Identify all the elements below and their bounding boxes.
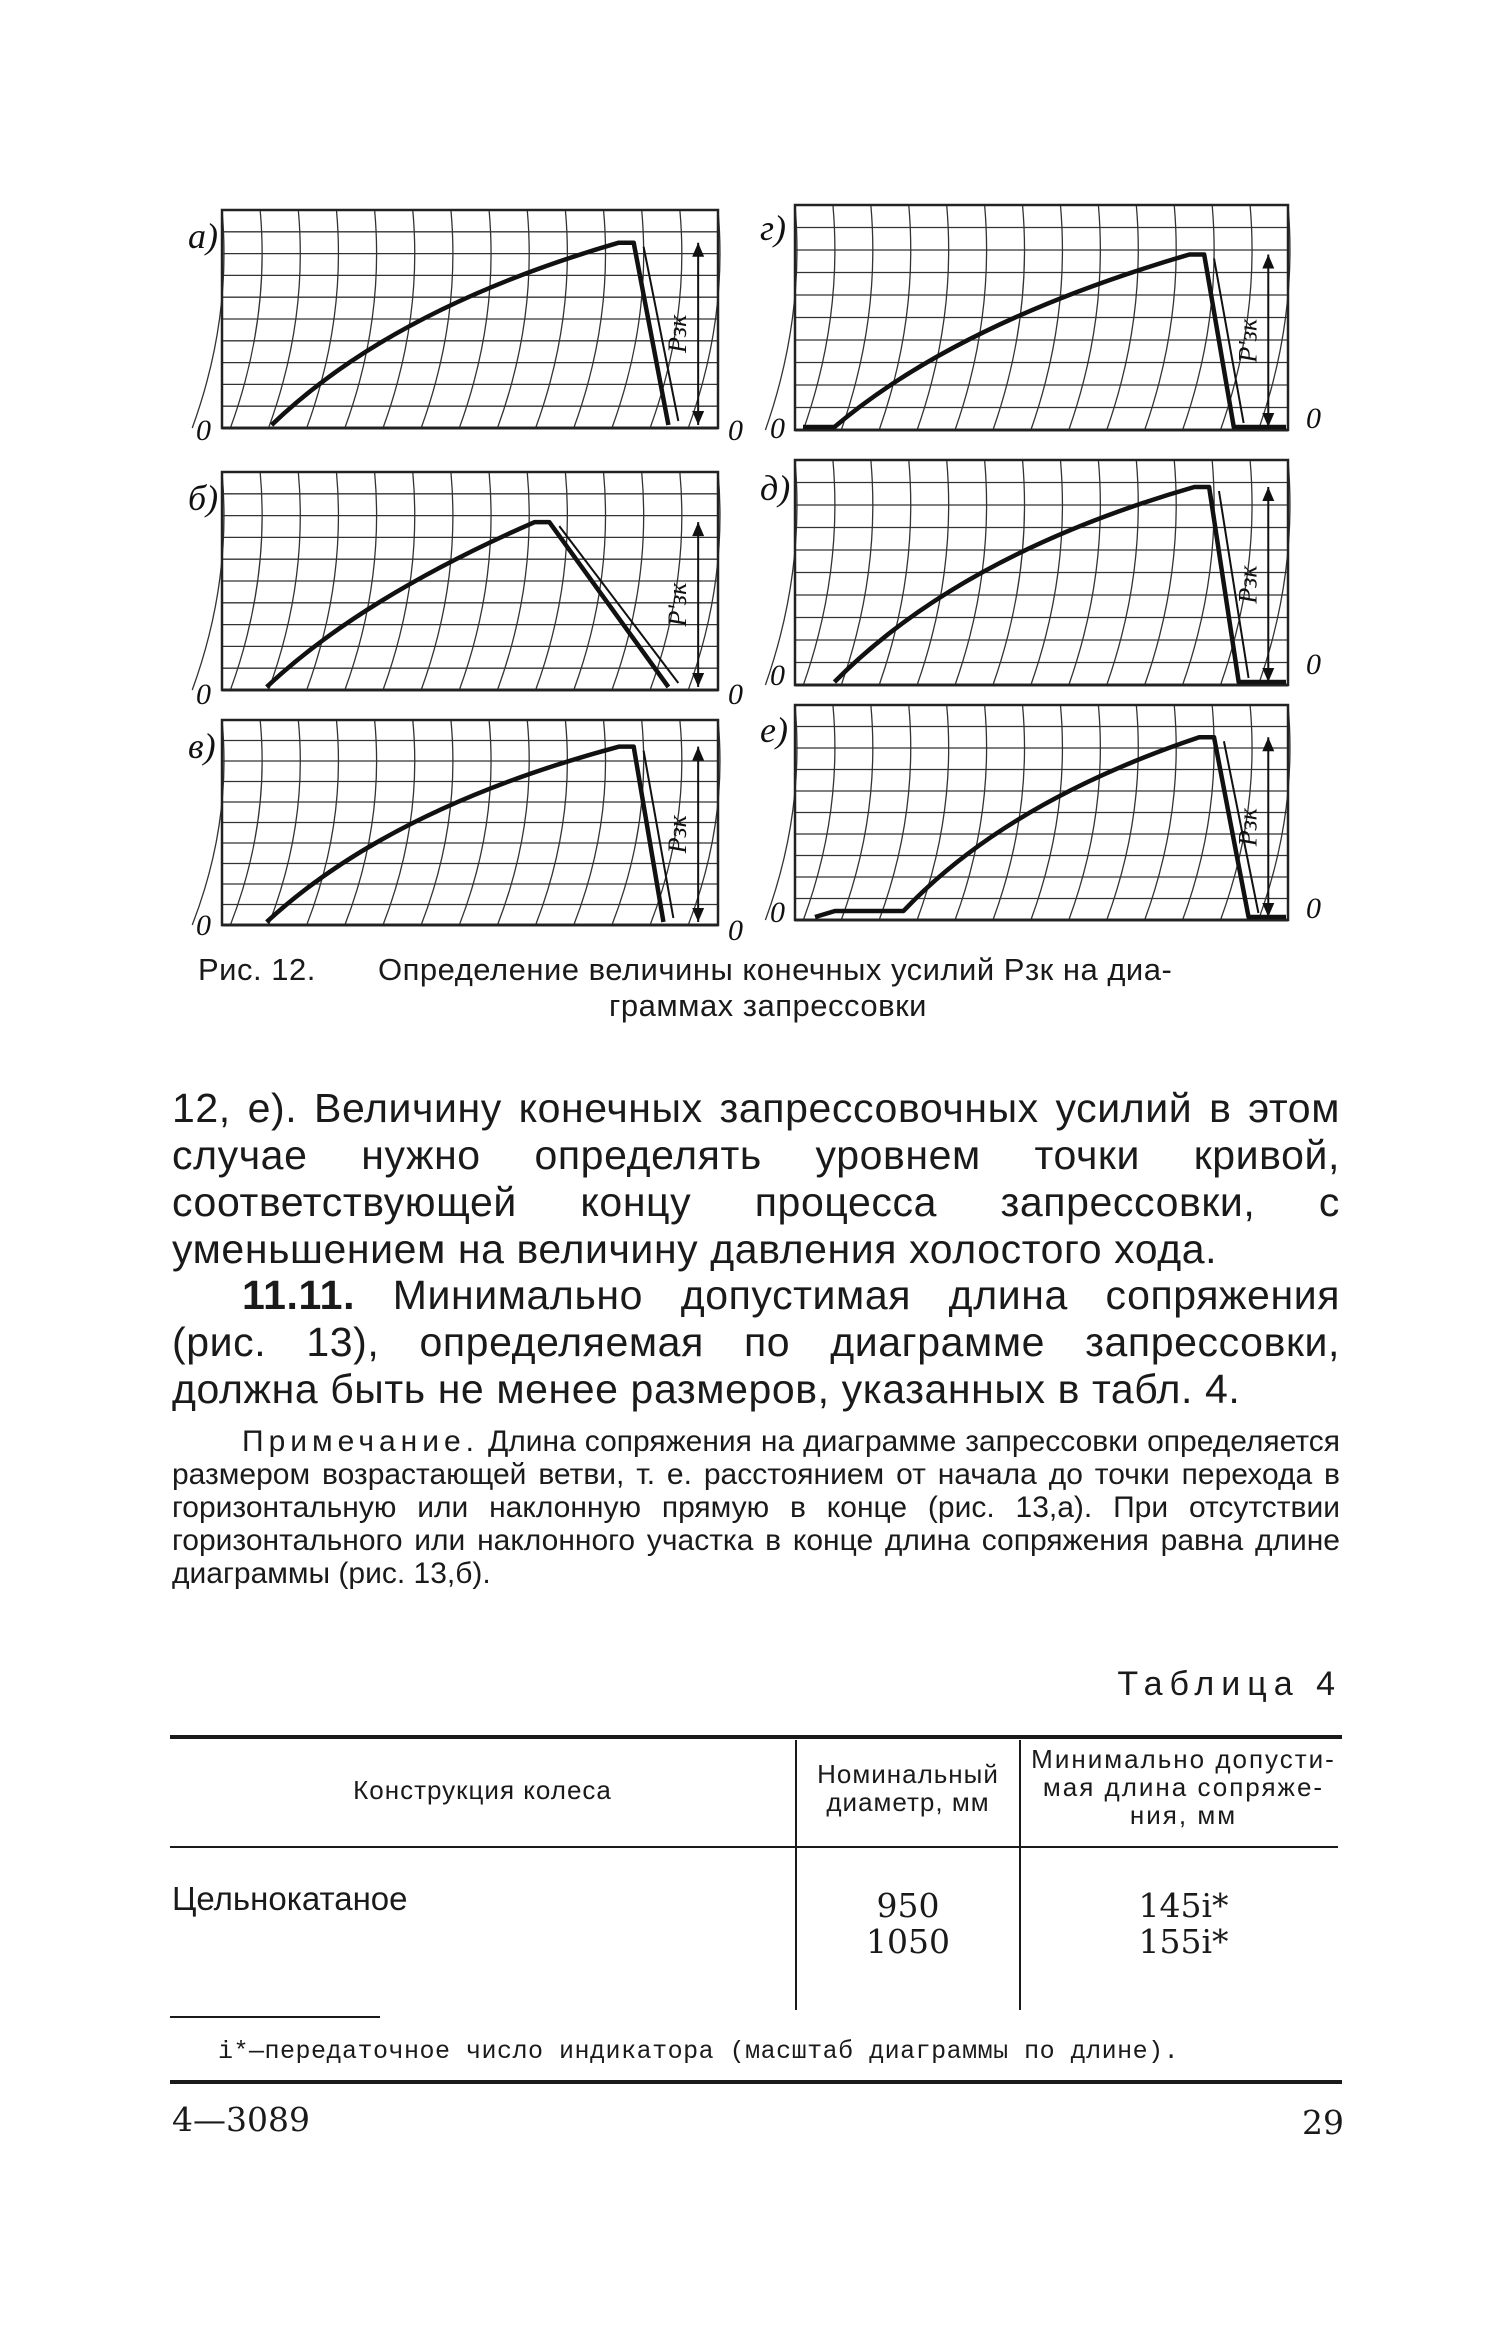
diagram-panel-d (760, 460, 1321, 692)
panel-letter: в) (188, 726, 216, 766)
body-paragraph-2 (172, 1272, 1340, 1413)
press-curve (834, 487, 1286, 682)
header-min-length-line-2: мая длина сопряже- (1042, 1772, 1325, 1802)
zero-label-right: 0 (1306, 892, 1321, 925)
zero-label-right: 0 (1306, 648, 1321, 681)
table-top-rule (170, 1735, 1342, 1739)
note-label: Примечание. (242, 1425, 479, 1458)
arrow-head-bottom (692, 673, 704, 687)
force-label: Pзк (1233, 565, 1263, 604)
arrow-head-top (1262, 737, 1274, 751)
panel-letter: б) (188, 478, 219, 518)
press-curve (267, 747, 664, 922)
zero-label-left: 0 (770, 659, 785, 692)
zero-label-right: 0 (728, 914, 743, 947)
arrow-head-top (692, 243, 704, 257)
arrow-head-top (692, 522, 704, 536)
panel-letter: е) (760, 710, 788, 750)
zero-label-left: 0 (196, 909, 211, 942)
press-fit-diagrams-figure (0, 0, 1500, 950)
caption-line-1: Определение величины конечных усилий Pзк на диа- (378, 952, 1173, 987)
force-label: P'зк (1233, 318, 1263, 363)
cell-diameter-1: 950 (876, 1886, 940, 1925)
table-header-rule (170, 1846, 1338, 1848)
header-min-length-line-1: Минимально допусти- (1031, 1744, 1336, 1774)
table-title: Таблица 4 (1117, 1665, 1342, 1703)
caption-line-2: граммах запрессовки (609, 988, 927, 1023)
cell-length-2: 155i* (1138, 1922, 1229, 1961)
page-number: 29 (1302, 2103, 1344, 2142)
header-construction: Конструкция колеса (353, 1775, 612, 1805)
table-bottom-rule (170, 2080, 1342, 2084)
diagram-panel-v (188, 720, 743, 947)
panel-letter: д) (760, 468, 791, 508)
paragraph-1-text: 12, е). Величину конечных запрессовочных усилий в этом случае нужно определять уровнем точки кривой, соответствующей концу процесса запрессовки, с уменьшением на величину давления холостого хода. (172, 1085, 1340, 1272)
figure-number: Рис. 12. (198, 952, 316, 987)
cell-construction: Цельнокатаное (172, 1880, 408, 1917)
note-text: Длина сопряжения на диаграмме запрессовки определяется размером возрастающей ветви, т. е. расстоянием от начала до точки перехода в горизонтальную или наклонную прямую в конце (рис. 13,а). При отсутствии горизонтального или наклонного участка в конце длина сопряжения равна длине диаграммы (рис. 13,б). (172, 1425, 1341, 1590)
press-curve (267, 522, 669, 687)
print-code: 4—3089 (172, 2100, 310, 2139)
table-footnote: i*—передаточное число индикатора (масштаб диаграммы по длине). (218, 2037, 1180, 2066)
arrow-head-bottom (692, 908, 704, 922)
cell-diameter-2: 1050 (866, 1922, 950, 1961)
header-diameter-line-2: диаметр, мм (826, 1787, 990, 1817)
footnote-rule (170, 2016, 380, 2018)
press-curve (815, 737, 1286, 917)
header-diameter-line-1: Номинальный (817, 1759, 999, 1789)
body-paragraph-1 (172, 1085, 1340, 1273)
paragraph-2-text: Минимально допустимая длина сопряжения (рис. 13), определяемая по диаграмме запрессовки, должна быть не менее размеров, указанных в табл. 4. (172, 1272, 1340, 1412)
header-diameter (797, 1760, 1019, 1816)
zero-label-right: 0 (728, 678, 743, 711)
arrow-head-top (692, 747, 704, 761)
panel-letter: а) (188, 216, 218, 256)
header-min-length (1021, 1745, 1346, 1829)
arrow-head-bottom (692, 411, 704, 425)
note-block (172, 1425, 1340, 1590)
force-label: P'зк (663, 582, 693, 627)
diagram-panel-b (188, 472, 743, 711)
drop-line (559, 526, 678, 683)
diagram-panel-a (188, 210, 743, 447)
section-number: 11.11. (242, 1272, 356, 1318)
zero-label-left: 0 (770, 896, 785, 929)
zero-label-left: 0 (770, 412, 785, 445)
diagram-panel-e (760, 705, 1321, 929)
diagram-panel-g (760, 205, 1321, 445)
force-label: Pзк (663, 314, 693, 353)
figure-caption (198, 952, 1338, 1024)
force-label: Pзк (1233, 808, 1263, 847)
zero-label-right: 0 (1306, 402, 1321, 435)
cell-length-1: 145i* (1138, 1886, 1229, 1925)
arrow-head-top (1262, 487, 1274, 501)
zero-label-right: 0 (728, 414, 743, 447)
zero-label-left: 0 (196, 414, 211, 447)
arrow-head-top (1262, 255, 1274, 269)
zero-label-left: 0 (196, 678, 211, 711)
force-label: Pзк (663, 815, 693, 854)
header-min-length-line-3: ния, мм (1129, 1800, 1238, 1830)
panel-letter: г) (760, 208, 787, 248)
